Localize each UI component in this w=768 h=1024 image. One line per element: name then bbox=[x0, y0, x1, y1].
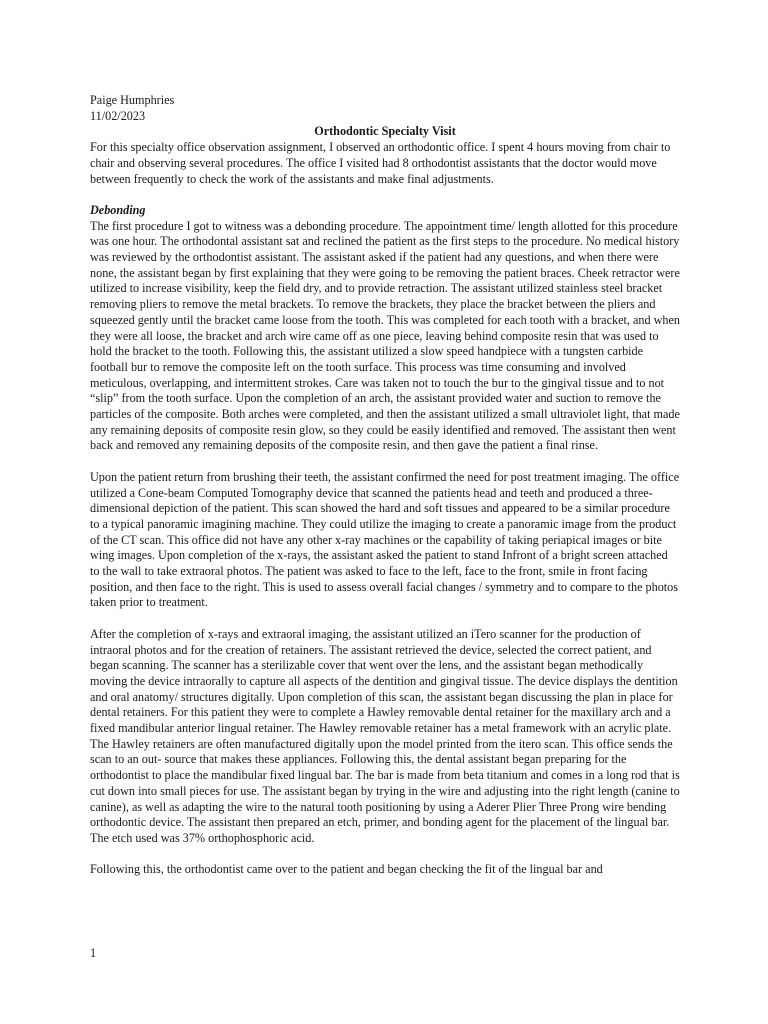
body-paragraph-1: The first procedure I got to witness was a debonding procedure. The appointment time/ length allotted for this procedure was one hour. The orthodontal assistant sat and reclined the patient as the first steps to the procedure. No medical history was reviewed by the orthodontist assistant. The assistant asked if the patient had any questions, and when there were none, the assistant began by first explaining that they were going to be removing the patient braces. Cheek retractor were utilized to increase visibility, keep the field dry, and to provide retraction. The assistant utilized stainless steel bracket removing pliers to remove the metal brackets. To remove the brackets, they place the bracket between the pliers and squeezed gently until the bracket came loose from the tooth. This was completed for each tooth with a bracket, and when they were all loose, the bracket and arch wire came off as one piece, leaving behind composite resin that was used to hold the bracket to the tooth. Following this, the assistant utilized a slow speed handpiece with a tungsten carbide football bur to remove the composite left on the tooth surface. This process was time consuming and involved meticulous, overlapping, and intermittent strokes. Care was taken not to touch the bur to the gingival tissue and to not “slip” from the tooth surface. Upon the completion of an arch, the assistant provided water and suction to remove the particles of the composite. Both arches were completed, and then the assistant utilized a small ultraviolet light, that made any remaining deposits of composite resin glow, so they could be easily identified and removed. The assistant then went back and removed any remaining deposits of the composite resin, and then gave the patient a final rinse. bbox=[90, 218, 680, 453]
document-title: Orthodontic Specialty Visit bbox=[314, 124, 456, 139]
paragraph-spacer bbox=[90, 187, 680, 203]
body-paragraph-2: Upon the patient return from brushing their teeth, the assistant confirmed the need for post treatment imaging. The office utilized a Cone-beam Computed Tomography device that scanned the patients head and teeth and produced a three-dimensional depiction of the patient. This scan showed the hard and soft tissues and appeared to be a similar procedure to a typical panoramic imagining machine. They could utilize the imaging to create a panoramic image from the product of the CT scan. This office did not have any other x-ray machines or the capability of taking periapical images or bite wing images. Upon completion of the x-rays, the assistant asked the patient to stand Infront of a bright screen attached to the wall to take extraoral photos. The patient was asked to face to the left, face to the front, smile in front facing position, and then face to the right. This is used to assess overall facial changes / symmetry and to compare to the photos taken prior to treatment. bbox=[90, 469, 680, 610]
body-paragraph-3: After the completion of x-rays and extraoral imaging, the assistant utilized an iTero scanner for the production of intraoral photos and for the creation of retainers. The assistant retrieved the device, selected the correct patient, and began scanning. The scanner has a sterilizable cover that went over the lens, and the assistant began methodically moving the device intraorally to capture all aspects of the dentition and gingival tissue. The device displays the dentition and oral anatomy/ structures digitally. Upon completion of this scan, the assistant began discussing the plan in place for dental retainers. For this patient they were to complete a Hawley removable dental retainer for the maxillary arch and a fixed mandibular anterior lingual retainer. The Hawley removable retainer has a metal framework with an acrylic plate. The Hawley retainers are often manufactured digitally upon the model printed from the itero scan. This office sends the scan to an out- source that makes these appliances. Following this, the dental assistant began preparing for the orthodontist to place the mandibular fixed lingual bar. The bar is made from beta titanium and comes in a long rod that is cut down into small pieces for use. The assistant began by trying in the wire and adjusting into the right length (canine to canine), as well as adapting the wire to the natural tooth positioning by using a Aderer Plier Three Prong wire bending orthodontic device. The assistant then prepared an etch, primer, and bonding agent for the placement of the lingual bar. The etch used was 37% orthophosphoric acid. bbox=[90, 626, 680, 845]
document-date: 11/02/2023 bbox=[90, 108, 146, 123]
paragraph-spacer bbox=[90, 611, 680, 627]
page-number: 1 bbox=[90, 946, 97, 960]
author-name: Paige Humphries bbox=[90, 93, 175, 107]
body-paragraph-4: Following this, the orthodontist came over to the patient and began checking the fit of the lingual bar and bbox=[90, 862, 603, 877]
section-heading: Debonding bbox=[90, 202, 146, 217]
paragraph-spacer bbox=[90, 847, 680, 863]
paragraph-spacer bbox=[90, 454, 680, 470]
intro-paragraph: For this specialty office observation assignment, I observed an orthodontic office. I spent 4 hours moving from chair to chair and observing several procedures. The office I visited had 8 orthodontist assistants that the doctor would move between frequently to check the work of the assistants and make final adjustments. bbox=[90, 140, 671, 186]
document-page bbox=[90, 93, 680, 878]
